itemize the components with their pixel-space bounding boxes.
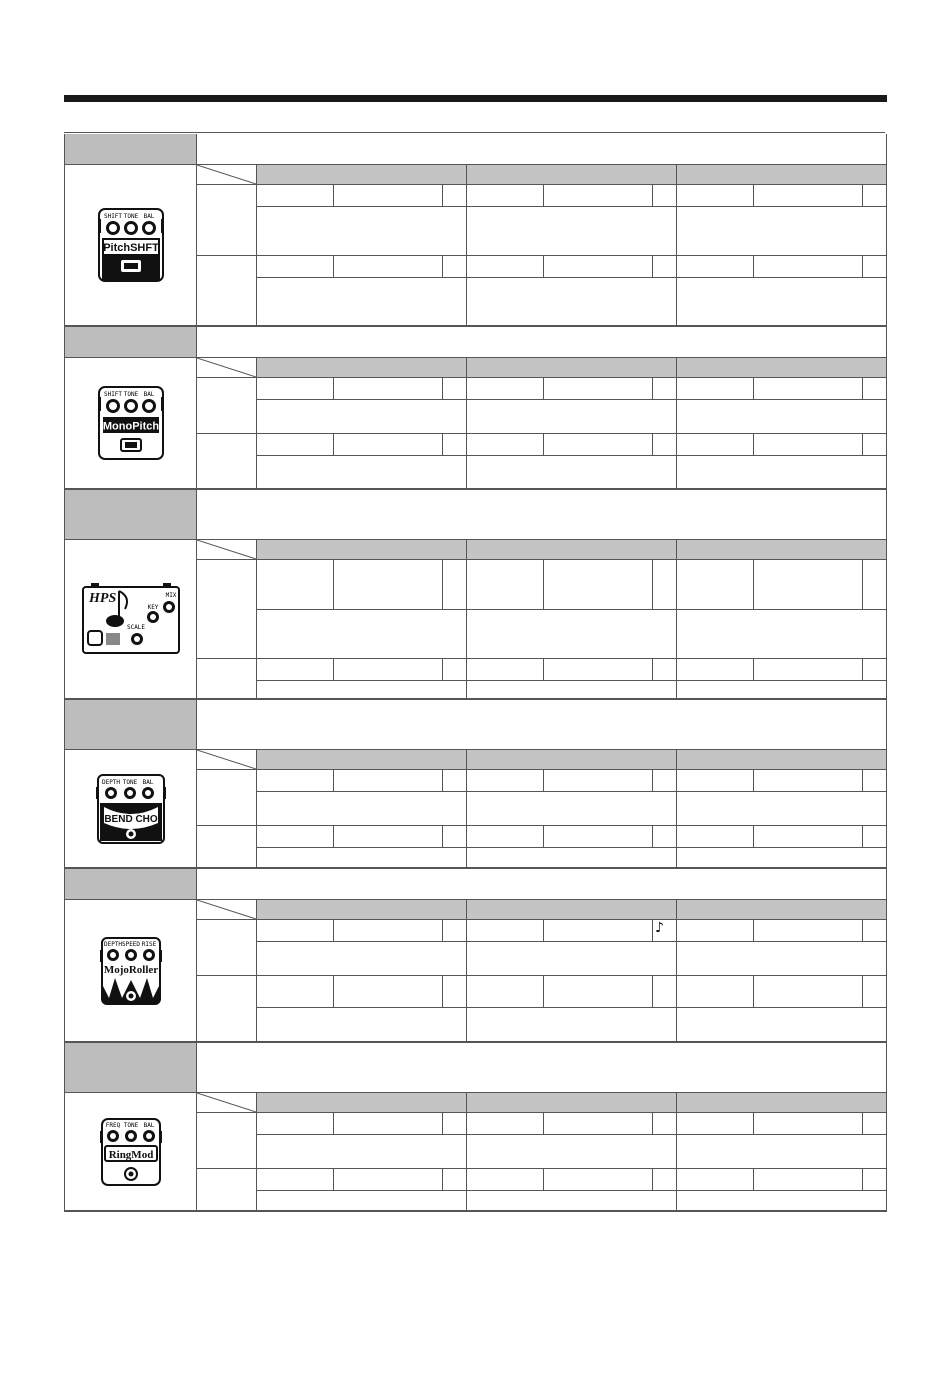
knob-label-speed: SPEED — [121, 940, 140, 948]
hps-pedal-icon — [81, 583, 181, 655]
effect-name-cell — [65, 134, 197, 164]
table-top-rule — [64, 132, 885, 133]
pedal-illustration — [65, 750, 197, 867]
sync-note-icon: ♪ — [655, 920, 664, 936]
knob-label-bal: BAL — [143, 1121, 154, 1129]
effect-name-cell — [65, 490, 197, 539]
knob-label-bal: BAL — [142, 778, 153, 786]
effects-table — [64, 134, 887, 1212]
knob-label-depth: DEPTH — [103, 940, 122, 948]
knob-label-mix: MIX — [165, 592, 176, 599]
effect-name-cell — [65, 869, 197, 899]
pitchshft-pedal-icon — [98, 207, 164, 283]
effect-description-cell — [197, 134, 886, 164]
pedal-illustration — [65, 540, 197, 698]
effect-name-cell — [65, 327, 197, 357]
knob-label-rise: RISE — [141, 940, 156, 948]
knob-label-shift: SHIFT — [103, 391, 122, 398]
effect-description-cell — [197, 327, 886, 357]
effect-name-cell — [65, 700, 197, 749]
knob-label-tone: TONE — [122, 778, 137, 786]
pedal-illustration — [65, 900, 197, 1041]
section-rule — [64, 95, 887, 102]
pedal-illustration — [65, 1093, 197, 1210]
pedal-name-label: MojoRoller — [103, 963, 158, 976]
effect-block-monopitch — [65, 327, 886, 490]
effect-description-cell — [197, 1043, 886, 1092]
knob-label-depth: DEPTH — [101, 778, 120, 786]
effect-block-bendcho — [65, 700, 886, 869]
knob-label-key: KEY — [147, 604, 158, 611]
pedal-name-label: BEND CHO — [103, 813, 158, 825]
knob-label-bal: BAL — [143, 213, 154, 220]
effect-description-cell — [197, 700, 886, 749]
pedal-name-label: PitchSHFT — [102, 242, 159, 254]
knob-label-tone: TONE — [123, 391, 138, 398]
effect-block-hps — [65, 490, 886, 700]
knob-label-shift: SHIFT — [103, 213, 122, 220]
pedal-name-label: HPS — [88, 591, 116, 606]
effect-block-ringmod — [65, 1043, 886, 1212]
monopitch-pedal-icon — [98, 385, 164, 461]
effect-block-mojoroller — [65, 869, 886, 1043]
knob-label-tone: TONE — [123, 1121, 138, 1129]
effect-description-cell — [197, 490, 886, 539]
pedal-illustration — [65, 358, 197, 488]
pedal-name-label: RingMod — [108, 1148, 153, 1161]
knob-label-tone: TONE — [123, 213, 138, 220]
knob-label-bal: BAL — [143, 391, 154, 398]
knob-label-freq: FREQ — [105, 1121, 120, 1129]
effect-block-pitchshft — [65, 134, 886, 327]
pedal-illustration — [65, 165, 197, 325]
pedal-name-label: MonoPitch — [102, 420, 159, 433]
knob-label-scale: SCALE — [126, 624, 145, 631]
ringmod-pedal-icon — [100, 1117, 162, 1187]
bendcho-pedal-icon — [96, 773, 166, 845]
effect-name-cell — [65, 1043, 197, 1092]
mojoroller-pedal-icon — [100, 936, 162, 1006]
effect-description-cell — [197, 869, 886, 899]
